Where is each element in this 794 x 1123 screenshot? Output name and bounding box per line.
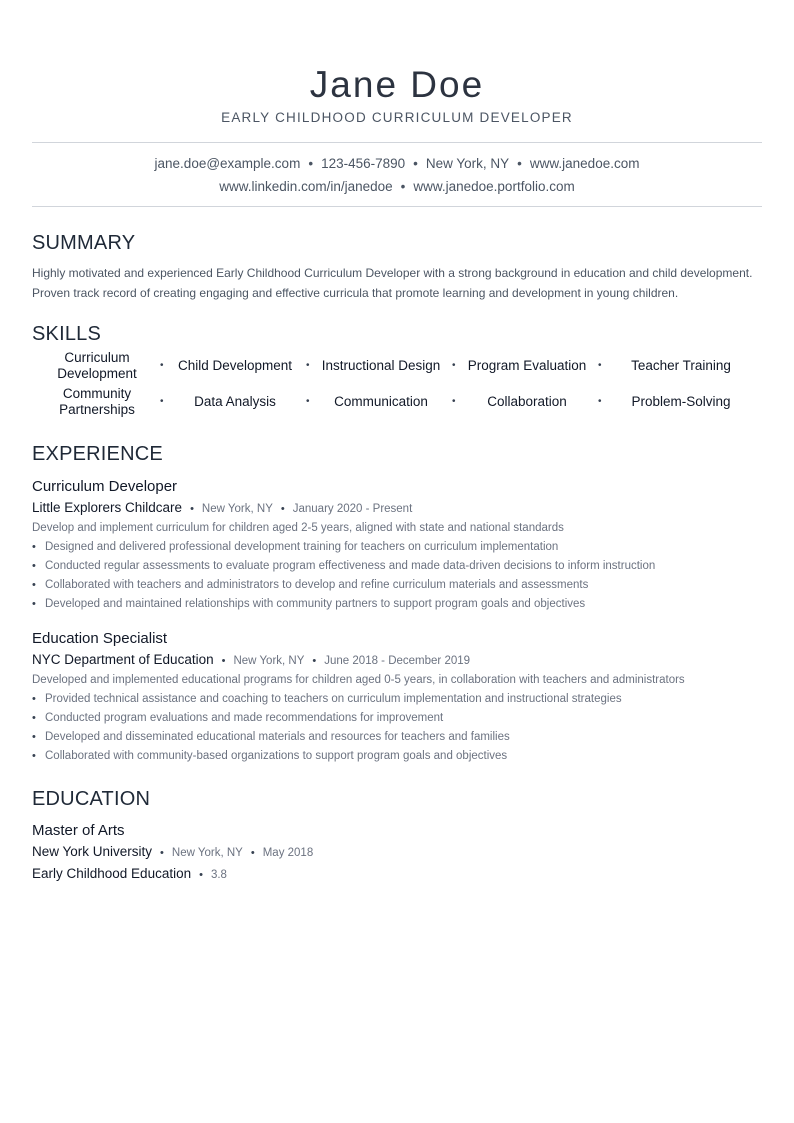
skill-item bbox=[32, 350, 162, 382]
list-item-text: Developed and disseminated educational materials and resources for teachers and families bbox=[45, 731, 510, 743]
bullet-separator: • bbox=[312, 655, 317, 667]
bullet-icon: • bbox=[32, 541, 36, 553]
bullet-separator: • bbox=[598, 396, 602, 407]
bullet-icon: • bbox=[32, 750, 36, 762]
list-item-text: Collaborated with community-based organizations to support program goals and objectives bbox=[45, 750, 508, 762]
bullet-separator: • bbox=[306, 360, 310, 371]
skill-item bbox=[454, 350, 600, 382]
list-item bbox=[32, 538, 762, 557]
list-item bbox=[32, 747, 762, 766]
skill-label: Instructional Design bbox=[321, 358, 441, 373]
candidate-title: EARLY CHILDHOOD CURRICULUM DEVELOPER bbox=[221, 110, 573, 125]
bullet-separator: • bbox=[160, 396, 164, 407]
bullet-separator: • bbox=[190, 503, 194, 515]
bullet-separator: • bbox=[517, 156, 522, 171]
education-section bbox=[32, 787, 762, 884]
bullet-separator: • bbox=[400, 179, 406, 194]
bullet-separator: • bbox=[452, 396, 456, 407]
education-field-meta bbox=[32, 865, 762, 884]
skill-label: Child Development bbox=[177, 358, 293, 373]
bullet-separator: • bbox=[280, 503, 285, 515]
skill-item bbox=[600, 386, 762, 418]
contact-line-1 bbox=[32, 152, 762, 175]
list-item bbox=[32, 595, 762, 614]
gpa-value: 3.8 bbox=[210, 869, 227, 881]
list-item-text: Developed and maintained relationships with community partners to support program goals and objectives bbox=[45, 598, 586, 610]
bullet-separator: • bbox=[199, 869, 203, 881]
school-name: New York University bbox=[32, 844, 153, 859]
education-heading: EDUCATION bbox=[32, 788, 151, 810]
skill-label: Collaboration bbox=[487, 394, 567, 409]
job-title: Education Specialist bbox=[32, 630, 168, 647]
skill-label: Curriculum Development bbox=[57, 350, 137, 381]
skill-label: Teacher Training bbox=[631, 358, 731, 373]
contact-email[interactable]: jane.doe@example.com bbox=[154, 156, 301, 171]
job-bullet-list bbox=[32, 538, 762, 614]
list-item-text: Provided technical assistance and coaching to teachers on curriculum implementation and instructional strategies bbox=[45, 693, 622, 705]
experience-section bbox=[32, 442, 762, 766]
bullet-icon: • bbox=[32, 598, 36, 610]
skills-heading: SKILLS bbox=[32, 323, 102, 345]
field-of-study: Early Childhood Education bbox=[32, 866, 192, 881]
list-item bbox=[32, 576, 762, 595]
school-location: New York, NY bbox=[171, 847, 243, 859]
list-item-text: Designed and delivered professional development training for teachers on curriculum implementation bbox=[45, 541, 559, 553]
contact-phone[interactable]: 123-456-7890 bbox=[321, 156, 406, 171]
skill-item bbox=[600, 350, 762, 382]
list-item-text: Conducted regular assessments to evaluate program effectiveness and made data-driven decisions to inform instruction bbox=[45, 560, 656, 572]
contact-portfolio[interactable]: www.janedoe.portfolio.com bbox=[413, 179, 575, 194]
bullet-separator: • bbox=[308, 156, 314, 171]
bullet-separator: • bbox=[306, 396, 310, 407]
resume-header bbox=[32, 0, 762, 126]
contact-block bbox=[32, 142, 762, 207]
list-item bbox=[32, 557, 762, 576]
skill-item bbox=[308, 350, 454, 382]
contact-linkedin[interactable]: www.linkedin.com/in/janedoe bbox=[219, 179, 393, 194]
skill-item bbox=[308, 386, 454, 418]
job-company: NYC Department of Education bbox=[32, 652, 214, 667]
skill-item bbox=[454, 386, 600, 418]
skill-label: Program Evaluation bbox=[467, 358, 587, 373]
contact-website[interactable]: www.janedoe.com bbox=[529, 156, 640, 171]
education-meta bbox=[32, 843, 762, 862]
skill-label: Community Partnerships bbox=[59, 386, 135, 417]
list-item bbox=[32, 709, 762, 728]
graduation-date: May 2018 bbox=[262, 847, 314, 859]
job-location: New York, NY bbox=[201, 503, 273, 515]
summary-heading: SUMMARY bbox=[32, 232, 136, 254]
job-dates: June 2018 - December 2019 bbox=[324, 655, 471, 667]
skills-grid bbox=[32, 350, 762, 418]
bullet-separator: • bbox=[221, 655, 226, 667]
list-item-text: Collaborated with teachers and administrators to develop and refine curriculum materials and assessments bbox=[45, 579, 589, 591]
bullet-icon: • bbox=[32, 579, 36, 591]
list-item bbox=[32, 690, 762, 709]
summary-text: Highly motivated and experienced Early Childhood Curriculum Developer with a strong background in education and child development. Proven track record of creating engaging and effective curricula that promote learning and development in young children. bbox=[32, 266, 753, 300]
bullet-separator: • bbox=[598, 360, 602, 371]
contact-line-2 bbox=[32, 175, 762, 198]
contact-location: New York, NY bbox=[425, 156, 510, 171]
job-entry bbox=[32, 478, 762, 614]
skill-item bbox=[162, 386, 308, 418]
job-description: Developed and implemented educational programs for children aged 0-5 years, in collaboration with teachers and administrators bbox=[32, 674, 685, 686]
experience-heading: EXPERIENCE bbox=[32, 443, 163, 465]
job-title: Curriculum Developer bbox=[32, 478, 178, 495]
skill-label: Problem-Solving bbox=[631, 394, 731, 409]
list-item bbox=[32, 728, 762, 747]
bullet-separator: • bbox=[250, 847, 255, 859]
bullet-icon: • bbox=[32, 731, 36, 743]
job-dates: January 2020 - Present bbox=[292, 503, 413, 515]
job-company: Little Explorers Childcare bbox=[32, 500, 183, 515]
bullet-icon: • bbox=[32, 712, 36, 724]
bullet-separator: • bbox=[160, 847, 164, 859]
skill-item bbox=[32, 386, 162, 418]
bullet-separator: • bbox=[413, 156, 418, 171]
skills-section bbox=[32, 322, 762, 418]
candidate-name: Jane Doe bbox=[309, 64, 485, 105]
degree-title: Master of Arts bbox=[32, 822, 125, 839]
resume-page bbox=[32, 0, 762, 884]
summary-section bbox=[32, 231, 762, 303]
job-meta bbox=[32, 651, 762, 670]
job-bullet-list bbox=[32, 690, 762, 766]
bullet-icon: • bbox=[32, 693, 36, 705]
job-description: Develop and implement curriculum for children aged 2-5 years, aligned with state and national standards bbox=[32, 522, 564, 534]
bullet-separator: • bbox=[452, 360, 456, 371]
bullet-icon: • bbox=[32, 560, 36, 572]
job-entry bbox=[32, 630, 762, 766]
skill-item bbox=[162, 350, 308, 382]
job-location: New York, NY bbox=[233, 655, 305, 667]
skill-label: Data Analysis bbox=[194, 394, 276, 409]
job-meta bbox=[32, 499, 762, 518]
list-item-text: Conducted program evaluations and made recommendations for improvement bbox=[45, 712, 444, 724]
bullet-separator: • bbox=[160, 360, 164, 371]
skill-label: Communication bbox=[334, 394, 428, 409]
